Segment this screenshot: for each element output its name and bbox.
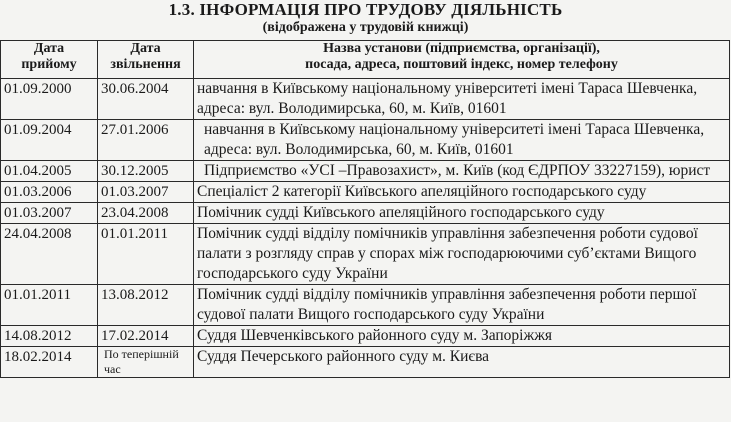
hire-date-cell: 01.03.2006 — [1, 182, 98, 203]
table-row — [1, 120, 730, 161]
hire-date-cell: 01.01.2011 — [1, 285, 98, 326]
dismissal-date-cell: 23.04.2008 — [98, 203, 194, 224]
hire-date-cell: 24.04.2008 — [1, 224, 98, 285]
table-row — [1, 347, 730, 378]
hire-date-cell: 14.08.2012 — [1, 326, 98, 347]
dismissal-date-cell: 30.12.2005 — [98, 161, 194, 182]
institution-cell: Помічник судді відділу помічників управління забезпечення роботи першої судової палати Вищого господарського суду України — [194, 285, 730, 326]
dismissal-date-cell: 17.02.2014 — [98, 326, 194, 347]
table-row — [1, 161, 730, 182]
dismissal-date-cell: По теперішній час — [98, 347, 194, 378]
institution-cell: навчання в Київському національному університеті імені Тараса Шевченка, адреса: вул. Володимирська, 60, м. Київ, 01601 — [194, 79, 730, 120]
hire-date-cell: 01.04.2005 — [1, 161, 98, 182]
dismissal-date-cell: 01.03.2007 — [98, 182, 194, 203]
institution-cell: Спеціаліст 2 категорії Київського апеляційного господарського суду — [194, 182, 730, 203]
header-institution: Назва установи (підприємства, організації), посада, адреса, поштовий індекс, номер телефону — [194, 41, 730, 79]
institution-cell: навчання в Київському національному університеті імені Тараса Шевченка, адреса: вул. Володимирська, 60, м. Київ, 01601 — [194, 120, 730, 161]
section-title: 1.3. ІНФОРМАЦІЯ ПРО ТРУДОВУ ДІЯЛЬНІСТЬ — [168, 0, 563, 19]
institution-cell: Помічник судді відділу помічників управління забезпечення роботи судової палати з розгляду справ у спорах між господарюючими суб’єктами Вищого господарського суду України — [194, 224, 730, 285]
institution-cell: Помічник судді Київського апеляційного господарського суду — [194, 203, 730, 224]
header-hire-date: Дата прийому — [1, 41, 98, 79]
institution-cell: Суддя Печерського районного суду м. Києва — [194, 347, 730, 378]
dismissal-date-cell: 30.06.2004 — [98, 79, 194, 120]
hire-date-cell: 18.02.2014 — [1, 347, 98, 378]
hire-date-cell: 01.09.2000 — [1, 79, 98, 120]
header-dismissal-date: Дата звільнення — [98, 41, 194, 79]
dismissal-date-cell: 01.01.2011 — [98, 224, 194, 285]
table-row — [1, 285, 730, 326]
table-row — [1, 203, 730, 224]
dismissal-date-cell: 27.01.2006 — [98, 120, 194, 161]
table-row — [1, 224, 730, 285]
employment-table — [0, 40, 730, 378]
section-subtitle: (відображена у трудовій книжці) — [262, 20, 469, 35]
table-row — [1, 182, 730, 203]
hire-date-cell: 01.03.2007 — [1, 203, 98, 224]
table-header-row — [1, 41, 730, 79]
hire-date-cell: 01.09.2004 — [1, 120, 98, 161]
institution-cell: Підприємство «УСІ –Правозахист», м. Київ (код ЄДРПОУ 33227159), юрист — [194, 161, 730, 182]
table-row — [1, 326, 730, 347]
table-row — [1, 79, 730, 120]
dismissal-date-cell: 13.08.2012 — [98, 285, 194, 326]
institution-cell: Суддя Шевченківського районного суду м. Запоріжжя — [194, 326, 730, 347]
